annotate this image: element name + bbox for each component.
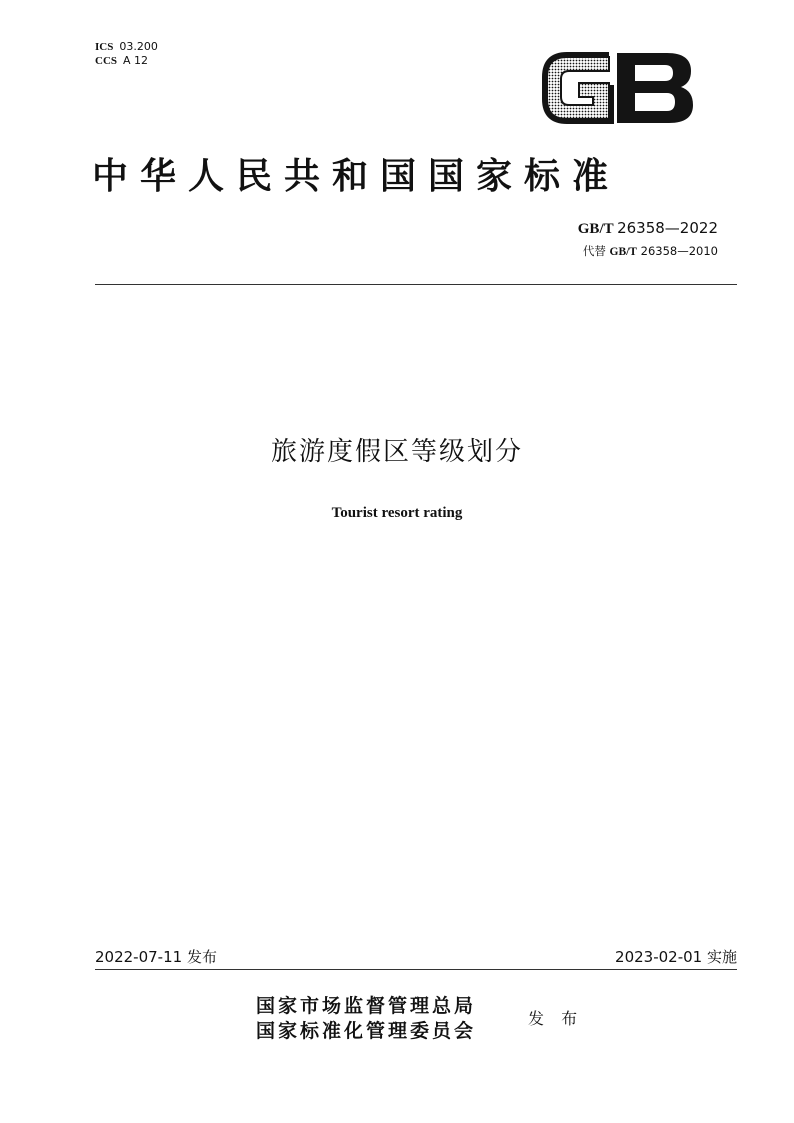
bottom-divider bbox=[95, 969, 737, 970]
standard-prefix: GB/T bbox=[577, 221, 614, 237]
issue-date: 2022-07-11 发布 bbox=[95, 948, 217, 966]
svg-text:GB: GB bbox=[539, 47, 541, 48]
title-chinese: 旅游度假区等级划分 bbox=[270, 437, 523, 467]
issuer-sac: 国家标准化管理委员会 bbox=[256, 1020, 477, 1042]
replaces-number: 26358—2010 bbox=[640, 244, 718, 258]
ccs-code bbox=[95, 54, 148, 68]
ccs-label: CCS bbox=[95, 55, 118, 67]
replaces-standard bbox=[583, 243, 718, 260]
replaces-label: 代替 bbox=[582, 244, 606, 258]
replaces-prefix: GB/T bbox=[609, 246, 637, 258]
top-divider bbox=[95, 284, 737, 285]
gb-logo bbox=[539, 47, 696, 127]
ics-label: ICS bbox=[95, 41, 114, 53]
standard-number bbox=[578, 218, 718, 239]
ics-code bbox=[95, 40, 158, 54]
publish-label: 发 布 bbox=[528, 1009, 584, 1028]
issuing-authorities bbox=[256, 994, 526, 1044]
issuer-samr: 国家市场监督管理总局 bbox=[256, 995, 477, 1017]
title-english: Tourist resort rating bbox=[331, 505, 463, 521]
ics-value: 03.200 bbox=[119, 40, 158, 53]
implementation-date: 2023-02-01 实施 bbox=[615, 948, 737, 966]
standard-number-value: 26358—2022 bbox=[617, 219, 718, 237]
national-standard-title: 中华人民共和国国家标准 bbox=[92, 155, 621, 197]
ccs-value: A 12 bbox=[123, 54, 149, 67]
